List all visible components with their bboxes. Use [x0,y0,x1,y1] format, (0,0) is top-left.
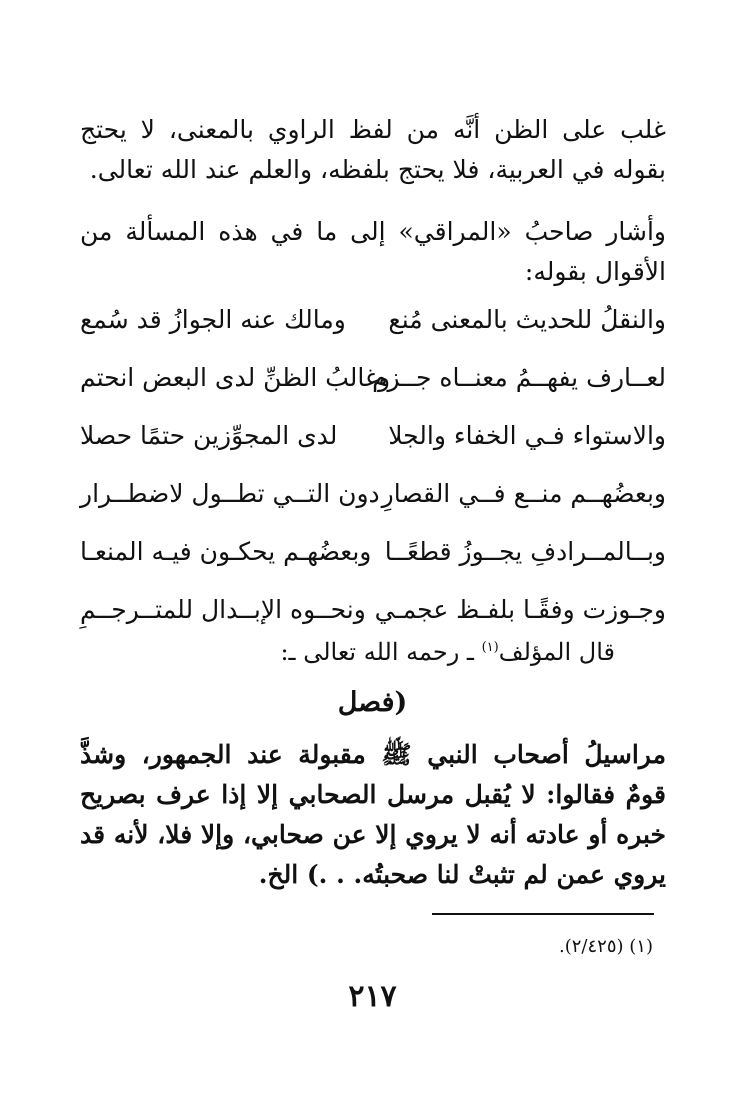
author-attribution [280,628,615,672]
verse-second-hemistich: وغالبُ الظنِّ لدى البعض انحتم [80,363,391,392]
verse-line [80,416,666,474]
footnote-separator [432,913,654,915]
verse-second-hemistich: لدى المجوِّزين حتمًا حصلا [80,421,338,450]
poem-verses [80,300,666,648]
paragraph-mursal-sahabi: مراسيلُ أصحاب النبي ﷺ مقبولة عند الجمهور، وشذَّ قومٌ فقالوا: لا يُقبل مرسل الصحابي إلا إذا عرف بصريح خبره أو عادته أنه لا يروي إلا عن صحابي، وإلا فلا، لأنه قد يروي عمن لم تثبتْ لنا صحبتُه. . .) الخ. [80,740,666,889]
author-attribution-prayer: ـ رحمه الله تعالى ـ: [280,638,482,666]
verse-first-hemistich: لعــارف يفهــمُ معنــاه جــزم [372,363,666,392]
verse-line [80,300,666,358]
paragraph-intro: غلب على الظن أنَّه من لفظ الراوي بالمعنى، لا يحتج بقوله في العربية، فلا يحتج بلفظه، والعلم عند الله تعالى. [80,115,666,184]
verse-second-hemistich: دون التــي تطــول لاضطــرار [80,479,380,508]
verse-second-hemistich: ونحــوه الإبــدال للمتــرجــمِ [80,595,366,624]
verse-second-hemistich: ومالك عنه الجوازُ قد سُمع [80,305,346,334]
verse-line [80,532,666,590]
verse-first-hemistich: والاستواء فـي الخفاء والجلا [388,421,666,450]
section-heading: (فصل [337,687,408,718]
footnote-marker: (١) [481,640,499,655]
page-number: ٢١٧ [348,979,397,1014]
verse-first-hemistich: وجـوزت وفقًـا بلفـظ عجمـي [374,595,666,624]
footnote: (١) (٢/٤٢٥). [559,936,653,957]
verse-first-hemistich: وبــالمــرادفِ يجــوزُ قطعًــا [384,537,666,566]
author-attribution-text: قال المؤلف [498,638,615,666]
verse-line [80,358,666,416]
verse-line [80,474,666,532]
verse-second-hemistich: وبعضُهـم يحكـون فيـه المنعـا [80,537,372,566]
verse-first-hemistich: وبعضُهــم منــع فــي القصارِ [381,479,666,508]
paragraph-maraqi-reference: وأشار صاحبُ «المراقي» إلى ما في هذه المسألة من الأقوال بقوله: [80,217,666,286]
verse-first-hemistich: والنقلُ للحديث بالمعنى مُنع [388,305,666,334]
